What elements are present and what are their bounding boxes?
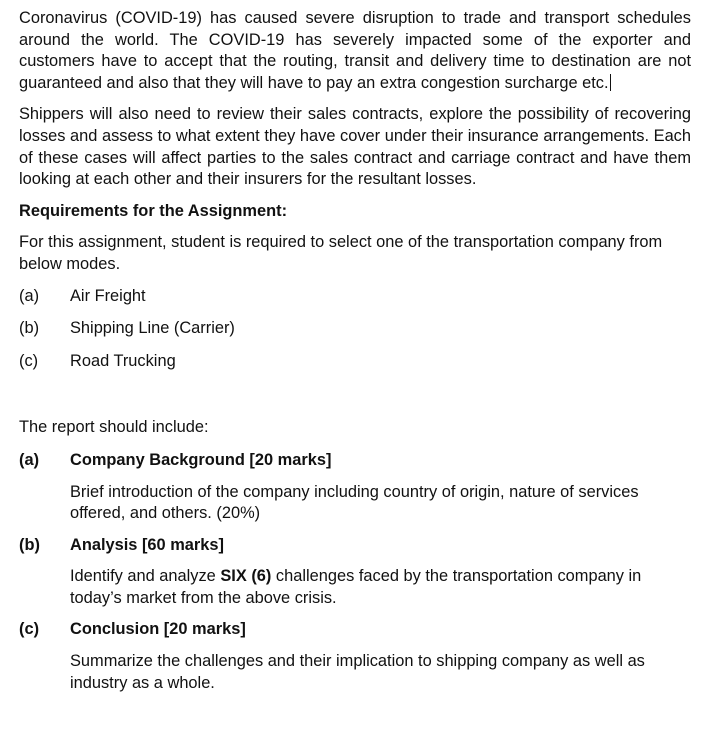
section-description-b	[70, 566, 691, 609]
mode-marker: (a)	[19, 286, 40, 305]
section-description-b-post: challenges faced by the transportation company in today’s market from the above crisis.	[70, 567, 642, 607]
requirements-instruction: For this assignment, student is required to select one of the transportation company from below modes.	[19, 233, 663, 273]
section-title: Conclusion [20 marks]	[70, 620, 246, 639]
mode-label: Air Freight	[70, 286, 146, 305]
requirements-heading: Requirements for the Assignment:	[19, 201, 288, 220]
section-description-b-pre: Identify and analyze	[70, 567, 221, 586]
report-section-heading-c	[19, 619, 691, 641]
intro-paragraph-2: Shippers will also need to review their sales contracts, explore the possibility of recovering losses and assess to what extent they have cover under their insurance arrangements. Each of these cases will affect parties to the sales contract and carriage contract and have them looking at each other and their insurers for the resultant losses.	[19, 105, 691, 189]
assignment-document	[19, 8, 691, 694]
section-title: Company Background [20 marks]	[70, 450, 332, 469]
mode-item-air-freight	[19, 286, 691, 308]
section-marker: (c)	[19, 620, 40, 639]
section-title: Analysis [60 marks]	[70, 535, 224, 554]
mode-marker: (c)	[19, 351, 39, 370]
mode-item-road-trucking	[19, 351, 691, 373]
text-cursor	[610, 74, 611, 91]
mode-label: Road Trucking	[70, 351, 176, 370]
report-intro: The report should include:	[19, 418, 209, 437]
mode-marker: (b)	[19, 319, 40, 338]
section-marker: (b)	[19, 535, 40, 554]
intro-paragraph-1-text: Coronavirus (COVID-19) has caused severe disruption to trade and transport schedules around the world. The COVID-19 has severely impacted some of the exporter and customers have to accept that the routing, transit and delivery time to destination are not guaranteed and also that they will have to pay an extra congestion surcharge etc.	[19, 9, 691, 92]
report-section-heading-a	[19, 450, 691, 472]
section-description-b-emphasis: SIX (6)	[220, 567, 272, 586]
intro-paragraph-1	[19, 8, 691, 94]
mode-item-shipping-line	[19, 318, 691, 340]
section-description-a: Brief introduction of the company including country of origin, nature of services offered, and others. (20%)	[70, 482, 639, 523]
mode-label: Shipping Line (Carrier)	[70, 319, 235, 338]
section-marker: (a)	[19, 450, 40, 469]
section-description-c: Summarize the challenges and their implication to shipping company as well as industry as a whole.	[70, 652, 645, 692]
report-section-heading-b	[19, 535, 691, 557]
